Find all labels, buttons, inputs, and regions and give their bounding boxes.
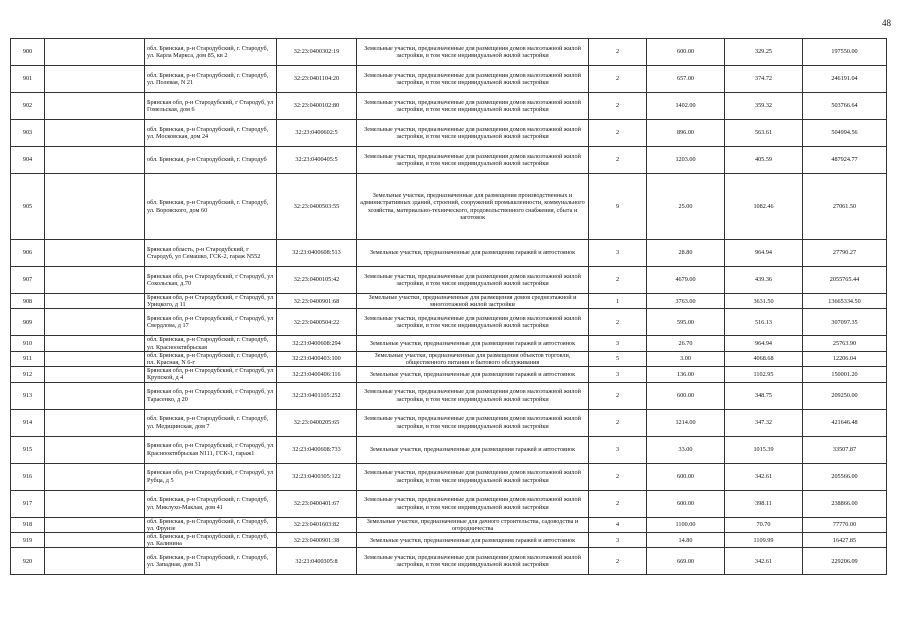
row-number-cell: 913 [11,382,45,409]
address-cell: обл. Брянская, р-н Стародубский, г. Стародуб, ул. Карла Маркса, дом 85, кв 2 [145,39,277,66]
cadastral-number-cell: 32:23:0400503:55 [277,174,357,240]
land-use-cell: Земельные участки, предназначенные для размещения домов малоэтажной жилой застройки, в том числе индивидуальной жилой застройки [357,548,589,575]
table-row [11,66,887,93]
cadastral-value-cell: 229206.09 [803,548,887,575]
table-row [11,336,887,351]
address-cell: обл. Брянская, р-н Стародубский, г. Стародуб, ул. Московская, дом 24 [145,120,277,147]
empty-cell [45,382,145,409]
group-cell: 3 [589,533,647,548]
group-cell: 2 [589,548,647,575]
address-cell: Брянская обл, р-н Стародубский, г Стародуб, ул Краснооктябрьская N111, ГСК-1, гараж1 [145,436,277,463]
cadastral-number-cell: 32:23:0400105:42 [277,267,357,294]
group-cell: 2 [589,39,647,66]
cadastral-value-cell: 504994.56 [803,120,887,147]
cadastral-number-cell: 32:23:0401105:252 [277,382,357,409]
land-use-cell: Земельные участки, предназначенные для размещения домов малоэтажной жилой застройки, в том числе индивидуальной жилой застройки [357,382,589,409]
area-cell: 896.00 [647,120,725,147]
table-row [11,436,887,463]
empty-cell [45,548,145,575]
cadastral-value-cell: 27061.50 [803,174,887,240]
land-use-cell: Земельные участки, предназначенные для размещения гаражей и автостоянок [357,436,589,463]
group-cell: 2 [589,66,647,93]
row-number-cell: 903 [11,120,45,147]
land-use-cell: Земельные участки, предназначенные для размещения гаражей и автостоянок [357,533,589,548]
empty-cell [45,409,145,436]
cadastral-number-cell: 32:23:0400406:116 [277,367,357,382]
land-use-cell: Земельные участки, предназначенные для размещения объектов торговли, общественного питания и бытового обслуживания [357,351,589,366]
table-row [11,382,887,409]
row-number-cell: 911 [11,351,45,366]
land-use-cell: Земельные участки, предназначенные для размещения домов малоэтажной жилой застройки, в том числе индивидуальной жилой застройки [357,309,589,336]
cadastral-number-cell: 32:23:0400608:294 [277,336,357,351]
specific-value-cell: 439.36 [725,267,803,294]
cadastral-number-cell: 32:23:0400403:100 [277,351,357,366]
specific-value-cell: 1109.99 [725,533,803,548]
land-use-cell: Земельные участки, предназначенные для размещения гаражей и автостоянок [357,336,589,351]
table-row [11,147,887,174]
group-cell: 2 [589,463,647,490]
group-cell: 9 [589,174,647,240]
row-number-cell: 912 [11,367,45,382]
table-row [11,367,887,382]
row-number-cell: 916 [11,463,45,490]
specific-value-cell: 1102.95 [725,367,803,382]
land-use-cell: Земельные участки, предназначенные для размещения домов малоэтажной жилой застройки, в том числе индивидуальной жилой застройки [357,120,589,147]
page-number: 48 [882,18,891,28]
specific-value-cell: 347.32 [725,409,803,436]
row-number-cell: 904 [11,147,45,174]
empty-cell [45,533,145,548]
cadastral-value-cell: 27790.27 [803,240,887,267]
specific-value-cell: 348.75 [725,382,803,409]
specific-value-cell: 374.72 [725,66,803,93]
group-cell: 2 [589,409,647,436]
cadastral-value-cell: 150001.20 [803,367,887,382]
cadastral-value-cell: 197550.00 [803,39,887,66]
row-number-cell: 915 [11,436,45,463]
cadastral-value-cell: 205566.00 [803,463,887,490]
cadastral-number-cell: 32:23:0400102:80 [277,93,357,120]
table-row [11,93,887,120]
area-cell: 600.00 [647,463,725,490]
row-number-cell: 910 [11,336,45,351]
group-cell: 2 [589,120,647,147]
area-cell: 1100.00 [647,517,725,532]
row-number-cell: 906 [11,240,45,267]
empty-cell [45,336,145,351]
empty-cell [45,66,145,93]
cadastral-number-cell: 32:23:0400302:19 [277,39,357,66]
specific-value-cell: 1082.46 [725,174,803,240]
address-cell: Брянская обл, р-н Стародубский, г Стародуб, ул Крупской, д 4 [145,367,277,382]
empty-cell [45,267,145,294]
row-number-cell: 920 [11,548,45,575]
land-use-cell: Земельные участки, предназначенные для размещения гаражей и автостоянок [357,240,589,267]
cadastral-value-cell: 503766.64 [803,93,887,120]
address-cell: обл. Брянская, р-н Стародубский, г. Стародуб, ул. Западная, дом 31 [145,548,277,575]
row-number-cell: 901 [11,66,45,93]
row-number-cell: 914 [11,409,45,436]
specific-value-cell: 3631.50 [725,294,803,309]
cadastral-number-cell: 32:23:0400305:122 [277,463,357,490]
cadastral-value-cell: 421646.48 [803,409,887,436]
address-cell: обл. Брянская, р-н Стародубский, г. Стародуб, ул. Полевая, N 21 [145,66,277,93]
empty-cell [45,351,145,366]
row-number-cell: 908 [11,294,45,309]
empty-cell [45,517,145,532]
specific-value-cell: 1015.39 [725,436,803,463]
area-cell: 136.00 [647,367,725,382]
land-use-cell: Земельные участки, предназначенные для размещения домов малоэтажной жилой застройки, в том числе индивидуальной жилой застройки [357,490,589,517]
area-cell: 3763.00 [647,294,725,309]
address-cell: обл. Брянская, р-н Стародубский, г. Стародуб, ул. Краснооктябрьская [145,336,277,351]
land-use-cell: Земельные участки, предназначенные для размещения домов малоэтажной жилой застройки, в том числе индивидуальной жилой застройки [357,39,589,66]
cadastral-value-cell: 12206.04 [803,351,887,366]
cadastral-number-cell: 32:23:0401104:20 [277,66,357,93]
address-cell: Брянская обл, р-н Стародубский, г Стародуб, ул Рубца, д 5 [145,463,277,490]
table-row [11,294,887,309]
table-row [11,490,887,517]
specific-value-cell: 398.11 [725,490,803,517]
address-cell: обл. Брянская, р-н Стародубский, г. Стародуб, пл. Красная, N 6-г [145,351,277,366]
address-cell: Брянская обл, р-н Стародубский, г Стародуб, ул Сокольская, д.70 [145,267,277,294]
address-cell: обл. Брянская, р-н Стародубский, г. Стародуб, ул. Фрунзе [145,517,277,532]
cadastral-number-cell: 32:23:0400405:5 [277,147,357,174]
row-number-cell: 909 [11,309,45,336]
cadastral-value-cell: 33507.87 [803,436,887,463]
specific-value-cell: 4068.68 [725,351,803,366]
cadastral-number-cell: 32:23:0401603:82 [277,517,357,532]
group-cell: 5 [589,351,647,366]
group-cell: 2 [589,490,647,517]
row-number-cell: 907 [11,267,45,294]
empty-cell [45,240,145,267]
table-row [11,39,887,66]
address-cell: обл. Брянская, р-н Стародубский, г. Стародуб [145,147,277,174]
land-use-cell: Земельные участки, предназначенные для размещения домов малоэтажной жилой застройки, в том числе индивидуальной жилой застройки [357,93,589,120]
group-cell: 3 [589,436,647,463]
address-cell: Брянская обл, р-н Стародубский, г Стародуб, ул Свердлова, д 17 [145,309,277,336]
area-cell: 1203.00 [647,147,725,174]
group-cell: 4 [589,517,647,532]
cadastral-value-cell: 246191.04 [803,66,887,93]
cadastral-number-cell: 32:23:0400602:5 [277,120,357,147]
specific-value-cell: 563.61 [725,120,803,147]
table-row [11,120,887,147]
cadastral-number-cell: 32:23:0400608:733 [277,436,357,463]
group-cell: 3 [589,240,647,267]
row-number-cell: 900 [11,39,45,66]
area-cell: 26.70 [647,336,725,351]
cadastral-number-cell: 32:23:0400305:8 [277,548,357,575]
land-use-cell: Земельные участки, предназначенные для дачного строительства, садоводства и огородничества [357,517,589,532]
land-use-cell: Земельные участки, предназначенные для размещения домов малоэтажной жилой застройки, в том числе индивидуальной жилой застройки [357,147,589,174]
table-row [11,267,887,294]
land-use-cell: Земельные участки, предназначенные для размещения домов малоэтажной жилой застройки, в том числе индивидуальной жилой застройки [357,267,589,294]
address-cell: Брянская обл, р-н Стародубский, г Стародуб, ул Гомельская, дом 6 [145,93,277,120]
area-cell: 600.00 [647,39,725,66]
row-number-cell: 918 [11,517,45,532]
area-cell: 4679.00 [647,267,725,294]
area-cell: 14.80 [647,533,725,548]
row-number-cell: 917 [11,490,45,517]
empty-cell [45,120,145,147]
group-cell: 2 [589,147,647,174]
address-cell: Брянская обл, р-н Стародубский, г Стародуб, ул Тарасенко, д 20 [145,382,277,409]
specific-value-cell: 342.61 [725,463,803,490]
empty-cell [45,147,145,174]
table-row [11,240,887,267]
area-cell: 25.00 [647,174,725,240]
group-cell: 3 [589,336,647,351]
specific-value-cell: 70.70 [725,517,803,532]
table-row [11,174,887,240]
area-cell: 1402.00 [647,93,725,120]
cadastral-number-cell: 32:23:0400205:65 [277,409,357,436]
cadastral-value-cell: 16427.85 [803,533,887,548]
row-number-cell: 902 [11,93,45,120]
cadastral-number-cell: 32:23:0400401:67 [277,490,357,517]
cadastral-number-cell: 32:23:0400608:513 [277,240,357,267]
table-row [11,517,887,532]
cadastral-value-cell: 487924.77 [803,147,887,174]
table-row [11,533,887,548]
area-cell: 669.00 [647,548,725,575]
specific-value-cell: 964.94 [725,336,803,351]
empty-cell [45,93,145,120]
address-cell: обл. Брянская, р-н Стародубский, г. Стародуб, ул. Калинина [145,533,277,548]
table-row [11,463,887,490]
empty-cell [45,367,145,382]
land-use-cell: Земельные участки, предназначенные для размещения домов малоэтажной жилой застройки, в том числе индивидуальной жилой застройки [357,66,589,93]
cadastral-number-cell: 32:23:0400901:68 [277,294,357,309]
area-cell: 600.00 [647,490,725,517]
empty-cell [45,294,145,309]
empty-cell [45,39,145,66]
cadastral-number-cell: 32:23:0400901:38 [277,533,357,548]
land-use-cell: Земельные участки, предназначенные для размещения домов малоэтажной жилой застройки, в том числе индивидуальной жилой застройки [357,409,589,436]
cadastral-value-cell: 307097.35 [803,309,887,336]
address-cell: обл. Брянская, р-н Стародубский, г. Стародуб, ул. Воровского, дом 60 [145,174,277,240]
area-cell: 28.80 [647,240,725,267]
table-row [11,351,887,366]
address-cell: Брянская обл, р-н Стародубский, г Стародуб, ул Урицкого, д 11 [145,294,277,309]
cadastral-value-cell: 25763.90 [803,336,887,351]
area-cell: 657.00 [647,66,725,93]
group-cell: 3 [589,367,647,382]
group-cell: 2 [589,382,647,409]
cadastral-value-cell: 77770.00 [803,517,887,532]
address-cell: обл. Брянская, р-н Стародубский, г. Стародуб, ул. Медицинская, дом 7 [145,409,277,436]
cadastral-number-cell: 32:23:0400504:22 [277,309,357,336]
address-cell: Брянская область, р-н Стародубский, г Стародуб, ул Семашко, ГСК-2, гараж N552 [145,240,277,267]
area-cell: 33.00 [647,436,725,463]
table-row [11,548,887,575]
group-cell: 2 [589,93,647,120]
land-use-cell: Земельные участки, предназначенные для размещения гаражей и автостоянок [357,367,589,382]
group-cell: 2 [589,267,647,294]
specific-value-cell: 329.25 [725,39,803,66]
land-use-cell: Земельные участки, предназначенные для размещения домов среднеэтажной и многоэтажной жилой застройки [357,294,589,309]
cadastral-value-cell: 13665334.50 [803,294,887,309]
specific-value-cell: 405.59 [725,147,803,174]
table-row [11,309,887,336]
row-number-cell: 919 [11,533,45,548]
cadastral-value-cell: 238866.00 [803,490,887,517]
empty-cell [45,174,145,240]
empty-cell [45,490,145,517]
specific-value-cell: 342.61 [725,548,803,575]
empty-cell [45,309,145,336]
empty-cell [45,436,145,463]
specific-value-cell: 359.32 [725,93,803,120]
area-cell: 3.00 [647,351,725,366]
group-cell: 2 [589,309,647,336]
cadastral-value-cell: 209250.00 [803,382,887,409]
area-cell: 600.00 [647,382,725,409]
table-row [11,409,887,436]
address-cell: обл. Брянская, р-н Стародубский, г. Стародуб, ул. Миклухо-Маклая, дом 41 [145,490,277,517]
row-number-cell: 905 [11,174,45,240]
land-use-cell: Земельные участки, предназначенные для размещения производственных и административных зданий, строений, сооружений промышленности, коммунального хозяйства, материально-технического, продовольственного снабжения, сбыта и заготовок [357,174,589,240]
area-cell: 595.00 [647,309,725,336]
cadastral-value-cell: 2055765.44 [803,267,887,294]
land-use-cell: Земельные участки, предназначенные для размещения домов малоэтажной жилой застройки, в том числе индивидуальной жилой застройки [357,463,589,490]
group-cell: 1 [589,294,647,309]
specific-value-cell: 964.94 [725,240,803,267]
specific-value-cell: 516.13 [725,309,803,336]
cadastral-value-table [10,38,887,575]
empty-cell [45,463,145,490]
area-cell: 1214.00 [647,409,725,436]
